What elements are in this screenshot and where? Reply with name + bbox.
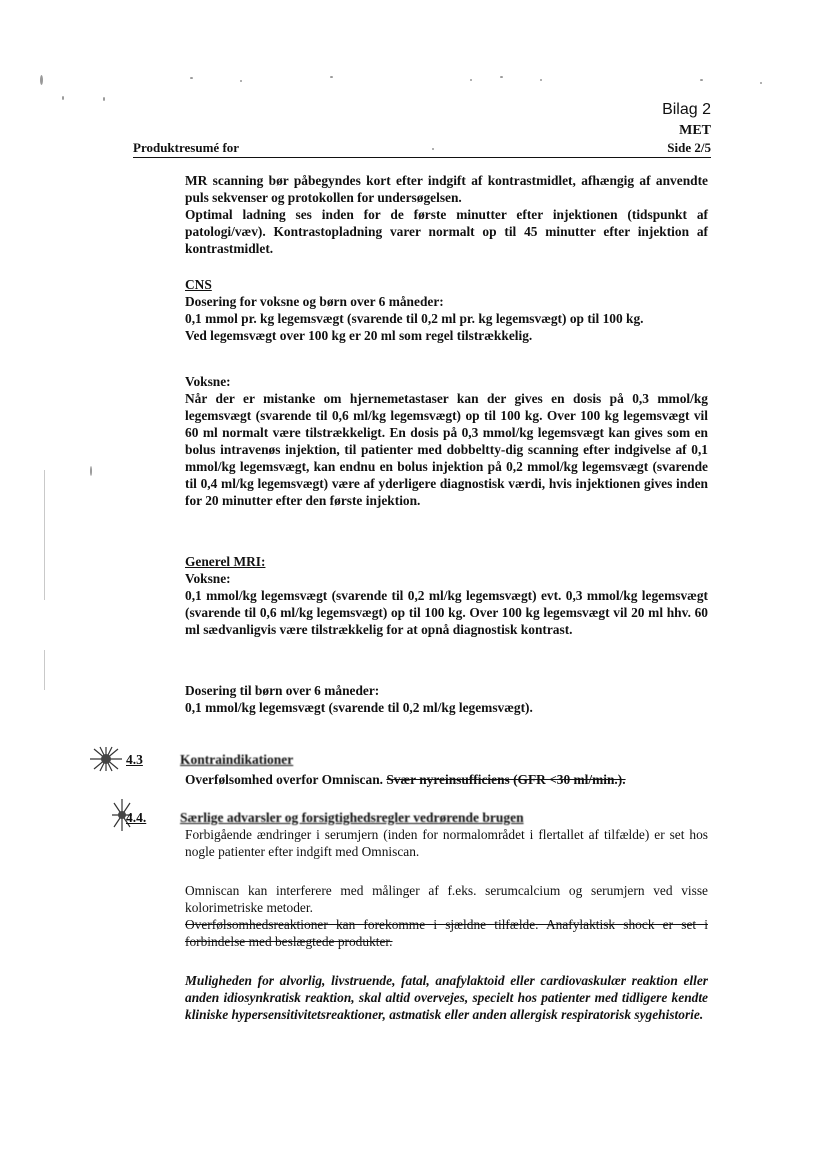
cns-adults-text: Når der er mistanke om hjernemetastaser kan der gives en dosis på 0,3 mmol/kg legemsvægt (svarende til 0,6 ml/kg legemsvægt) op til 100 kg. Over 100 kg legemsvægt vil 60 ml normalt være tilstrækkeligt. En dosis på 0,3 mmol/kg legemsvægt kan gives som en bolus intravenøs injektion, til patienter med dobbeltty-dig scanning efter indgivelse af 0,1 mmol/kg legemsvægt, kan endnu en bolus injektion på 0,2 mmol/kg legemsvægt (svarende til 0,4 ml/kg legemsvægt) være af yderligere diagnostisk værdi, hvis injektionen gives inden for 20 minutter efter den første injektion. — [185, 391, 708, 508]
revision-star-icon — [86, 745, 126, 773]
section-4-4-number: 4.4. — [126, 810, 147, 825]
header-page-number: Side 2/5 — [667, 140, 711, 155]
section-4-4-title: Særlige advarsler og forsigtighedsregler vedrørende brugen — [180, 810, 524, 825]
cns-dose-1: 0,1 mmol pr. kg legemsvægt (svarende til 0,2 ml pr. kg legemsvægt) op til 100 kg. — [185, 311, 644, 326]
section-4-4-paragraph-1: Forbigående ændringer i serumjern (inden for normalområdet i flertallet af tilfælde) er set hos nogle patienter efter indgift med Omniscan. — [185, 827, 708, 859]
section-4-4-paragraph-2: Omniscan kan interferere med målinger af f.eks. serumcalcium og serumjern ved visse kolorimetriske metoder. — [185, 883, 708, 915]
cns-heading: CNS — [185, 277, 212, 292]
section-4-3-body — [185, 771, 708, 788]
header-code: MET — [679, 123, 711, 138]
section-4-3-text: Overfølsomhed overfor Omniscan. — [185, 772, 383, 787]
cns-adults-title: Voksne: — [185, 374, 231, 389]
general-mri-adults-title: Voksne: — [185, 571, 231, 586]
general-mri-children-title: Dosering til børn over 6 måneder: — [185, 683, 380, 698]
header-bilag: Bilag 2 — [662, 101, 711, 118]
general-mri-block — [185, 553, 708, 638]
section-4-3-number: 4.3 — [126, 752, 143, 767]
header-product-label: Produktresumé for — [133, 140, 240, 155]
intro-block — [185, 172, 708, 257]
section-4-3-title: Kontraindikationer — [180, 752, 294, 767]
cns-dosing-title: Dosering for voksne og børn over 6 måneder: — [185, 294, 444, 309]
section-4-3-struck-text: Svær nyreinsufficiens (GFR <30 ml/min.). — [386, 772, 626, 787]
general-mri-children-dose: 0,1 mmol/kg legemsvægt (svarende til 0,2 ml/kg legemsvægt). — [185, 700, 533, 715]
section-4-4-italic-warning: Muligheden for alvorlig, livstruende, fatal, anafylaktoid eller cardiovaskulær reaktion eller anden idiosynkratisk reaktion, skal altid overvejes, specielt hos patienter med tidligere kendte kliniske hypersensitivitetsreaktioner, astmatisk eller anden allergisk respiratorisk sygehistorie. — [185, 973, 708, 1022]
section-4-4-body-3 — [185, 972, 708, 1023]
cns-block — [185, 276, 708, 344]
cns-adults-block — [185, 373, 708, 509]
section-4-4-body-2 — [185, 882, 708, 950]
intro-paragraph-1: MR scanning bør påbegyndes kort efter indgift af kontrastmidlet, afhængig af anvendte puls sekvenser og protokollen for undersøgelsen. — [185, 173, 708, 205]
header-rule — [133, 157, 711, 158]
section-4-4-struck-text: Overfølsomhedsreaktioner kan forekomme i sjældne tilfælde. Anafylaktisk shock er set i forbindelse med beslægtede produkter. — [185, 917, 708, 949]
intro-paragraph-2: Optimal ladning ses inden for de første minutter efter injektionen (tidspunkt af patologi/væv). Kontrastopladning varer normalt op til 45 minutter efter injektion af kontrastmidlet. — [185, 207, 708, 256]
general-mri-heading: Generel MRI: — [185, 554, 266, 569]
general-mri-children-block — [185, 682, 708, 716]
section-4-4-body — [185, 826, 708, 860]
cns-dose-2: Ved legemsvægt over 100 kg er 20 ml som regel tilstrækkelig. — [185, 328, 533, 343]
general-mri-adults-text: 0,1 mmol/kg legemsvægt (svarende til 0,2 ml/kg legemsvægt) evt. 0,3 mmol/kg legemsvægt (svarende til 0,6 ml/kg legemsvægt) op til 100 kg. Over 100 kg legemsvægt vil 20 ml hhv. 60 ml sædvanligvis være tilstrækkelig for at opnå diagnostisk kontrast. — [185, 588, 708, 637]
